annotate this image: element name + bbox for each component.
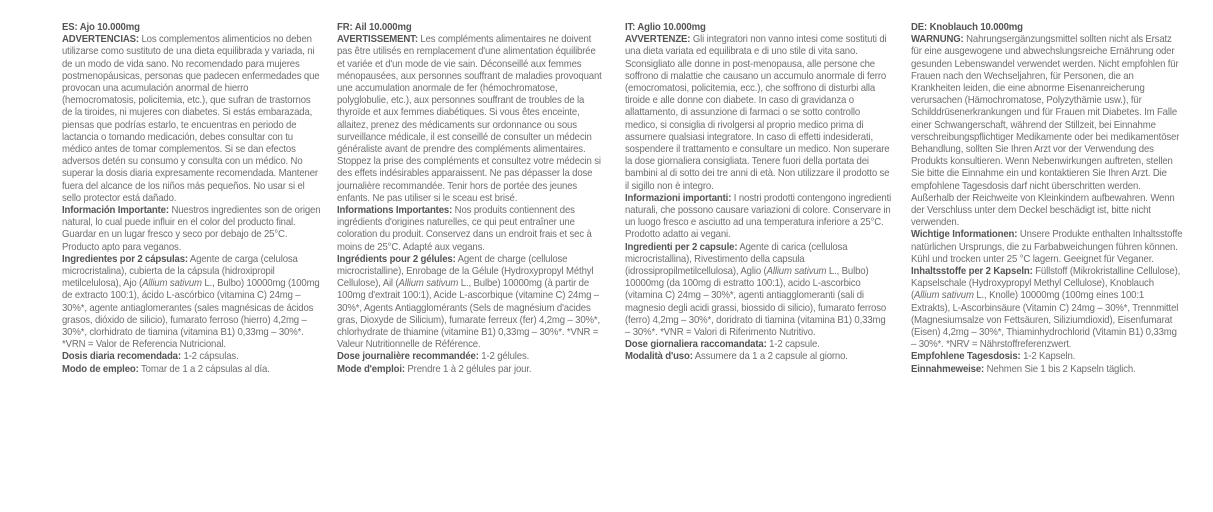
section-text: 1-2 cápsulas.: [180, 351, 239, 363]
section-label: Modo de empleo:: [62, 363, 139, 375]
section-text: Los complementos alimenticios no deben utilizarse como sustituto de una dieta equilibrada y variada, ni de un modo de vida sano. No recomendado para mujeres postmenopáusicas, personas que padecen enfermedades que provocan una acumulación anormal de hierro (hemocromatosis, policitemia, etc.), que sufran de trastornos de la tiroides, ni mujeres con diabetes. Si estás embarazada, piensas que podrías estarlo, te encuentras en periodo de lactancia o tomando medicación, debes consultar con tu médico antes de tomar complementos. Si se dan efectos adversos detén su consumo y consulta con un médico. No superar la dosis diaria expresamente recomendada. Mantener fuera del alcance de los niños más pequeños. No usar si el sello protector está dañado.: [62, 34, 320, 204]
section-text: L., Bulbe) 10000mg (à partir de 100mg d'extrait 100:1), Acide L-ascorbique (vitamine C) 24mg – 30%*, Agents Antiagglomérants (Sels de magnésium d'acides gras, Dioxyde de Silicium), fumarate ferreux (fer) 4,2mg – 30%*, chlorhydrate de thiamine (vitamine B1) 0,33mg – 30%*. *VNR = Valeur Nutritionnelle de Référence.: [336, 278, 601, 351]
section-label: Informazioni importanti:: [624, 192, 731, 204]
latin-name: Allium sativum: [766, 266, 827, 278]
section-label: AVERTISSEMENT:: [336, 34, 418, 46]
section-text: Prendre 1 à 2 gélules par jour.: [404, 363, 532, 375]
section-text: L., Bulbo) 10000mg (da 100mg di estratto 100:1), acido L-ascorbico (vitamina C) 24mg – 30%*, agenti antiagglomeranti (sali di magnesio degli acidi grassi, biossido di silicio), fumarato ferroso (ferro) 4,2mg – 30%*, doridrato di tiamina (vitamina B1) 0,33mg – 30%*. *VNR = Valori di Riferimento Nutritivo.: [624, 266, 886, 339]
section-label: Dose journalière recommandée:: [336, 351, 479, 363]
column-es: [62, 22, 321, 512]
section-paragraph: [337, 205, 605, 254]
section-paragraph: [625, 339, 892, 351]
column-de: [911, 22, 1184, 512]
section-text: Agent de charge (cellulose microcristalline), Enrobage de la Gélule (Hydroxypropyl Méthyl Cellulose), Ail (: [336, 253, 594, 290]
section-text: Assumere da 1 a 2 capsule al giorno.: [692, 351, 848, 363]
section-paragraph: [62, 254, 321, 352]
section-label: Dosis diaria recomendada:: [62, 351, 181, 363]
section-text: Les compléments alimentaires ne doivent pas être utilisés en remplacement d'une alimentation équilibrée et variée et d'un mode de vie sain. Déconseillé aux femmes ménopausées, aux personnes souffrant de maladies provoquant une accumulation anormale de fer (hémochromatose, polyglobulie, etc.), aux personnes souffrant de troubles de la thyroïde et aux femmes diabétiques. Si vous êtes enceinte, allaitez, prenez des médicaments sur ordonnance ou sous surveillance médicale, il est conseillé de consulter un médecin généraliste avant de prendre des compléments alimentaires. Stoppez la prise des compléments et consultez votre médecin si des effets indésirables apparaissent. Ne pas dépasser la dose journalière recommandée. Tenir hors de portée des jeunes enfants. Ne pas utiliser si le sceau est brisé.: [336, 34, 602, 204]
section-text: Füllstoff (Mikrokristalline Cellulose), Kapselschale (Hydroxypropyl Methyl Cellulose), Knoblauch (: [911, 266, 1181, 302]
section-label: Dose giornaliera raccomandata:: [624, 339, 767, 351]
section-label: Empfohlene Tagesdosis:: [911, 351, 1022, 363]
column-fr: [337, 22, 605, 512]
section-text: Unsere Produkte enthalten Inhaltsstoffe natürlichen Ursprungs, die zu Farbabweichungen führen können. Kühl und trocken unter 25 °C lagern. Geeignet für Veganer.: [911, 229, 1183, 265]
section-label: Einnahmeweise:: [911, 363, 985, 375]
column-heading: FR: Ail 10.000mg: [336, 22, 412, 33]
section-paragraph: [911, 34, 1184, 229]
section-paragraph: [625, 193, 892, 242]
column-heading: DE: Knoblauch 10.000mg: [911, 22, 1024, 33]
section-label: Modalità d'uso:: [624, 351, 693, 363]
section-text: Nahrungsergänzungsmittel sollten nicht als Ersatz für eine ausgewogene und abwechslungsreiche Ernährung oder gesunden Lebenswandel verwendet werden. Nicht empfohlen für Frauen nach den Wechseljahren, für Personen, die an Krankheiten leiden, die eine abnorme Eisenanreicherung verursachen (Hämochromatose, Polyzythämie usw.), für Schilddrüsenerkrankungen und für Frauen mit Diabetes. Im Falle einer Schwangerschaft, während der Stillzeit, bei Einnahme verschreibungspflichtiger Medikamente oder bei medikamentöser Behandlung, sollten Sie Ihren Arzt vor der Verwendung des Produkts konsultieren. Wenn Nebenwirkungen auftreten, stellen Sie bitte die Einnahme ein und kontaktieren Sie Ihren Arzt. Die empfohlene Tagesdosis darf nicht überschritten werden. Außerhalb der Reichweite von Kleinkindern aufbewahren. Wenn der Verschluss unter dem Deckel beschädigt ist, bitte nicht verwenden.: [911, 34, 1180, 229]
section-label: Inhaltsstoffe per 2 Kapseln:: [911, 266, 1034, 278]
section-paragraph: [62, 205, 321, 254]
section-paragraph: [62, 34, 321, 205]
section-paragraph: [62, 351, 321, 363]
section-paragraph: [911, 266, 1184, 351]
section-paragraph: [911, 229, 1184, 266]
section-label: Mode d'emploi:: [336, 363, 405, 375]
section-paragraph: [337, 254, 605, 352]
latin-name: Allium sativum: [914, 290, 975, 302]
section-label: Información Importante:: [62, 205, 169, 217]
section-text: Nehmen Sie 1 bis 2 Kapseln täglich.: [984, 363, 1137, 375]
column-heading: ES: Ajo 10.000mg: [62, 22, 140, 33]
section-text: Nuestros ingredientes son de origen natural, lo cual puede influir en el color del producto final. Guardar en un lugar fresco y seco por debajo de 25°C. Producto apto para veganos.: [62, 205, 321, 253]
section-text: Tomar de 1 a 2 cápsulas al día.: [138, 363, 270, 375]
section-label: ADVERTENCIAS:: [62, 34, 139, 46]
latin-name: Allium sativum: [398, 278, 459, 290]
section-text: 1-2 Kapseln.: [1021, 351, 1076, 363]
section-label: WARNUNG:: [911, 34, 965, 46]
section-paragraph: [337, 364, 605, 376]
section-paragraph: [911, 364, 1184, 376]
section-text: Agente di carica (cellulosa microcristallina), Rivestimento della capsula (idrossipropilmetilcellulosa), Aglio (: [624, 241, 848, 278]
column-heading: IT: Aglio 10.000mg: [624, 22, 706, 33]
section-paragraph: [625, 242, 892, 340]
section-text: Gli integratori non vanno intesi come sostituti di una dieta variata ed equilibrata e di uno stile di vita sano. Sconsigliato alle donne in post-menopausa, alle persone che soffrono di malattie che causano un accumulo anormale di ferro (emocromatosi, policitemia, ecc.), che soffrono di disturbi alla tiroide e alle donne con diabete. In caso di gravidanza o allattamento, di assunzione di farmaci o se sotto controllo medico, si consiglia di rivolgersi al proprio medico prima di assumere qualsiasi integratore. In caso di effetti indesiderati, sospendere il trattamento e consultare un medico. Non superare la dose giornaliera consigliata. Tenere fuori della portata dei bambini al di sotto dei tre anni di età. Non utilizzare il prodotto se il sigillo non è integro.: [624, 34, 890, 192]
section-label: AVVERTENZE:: [624, 34, 691, 46]
section-label: Ingredienti per 2 capsule:: [624, 241, 738, 253]
section-paragraph: [625, 351, 892, 363]
section-paragraph: [911, 351, 1184, 363]
section-text: Agente de carga (celulosa microcristalina), cubierta de la cápsula (hidroxipropil metilcelulosa), Ajo (: [62, 253, 298, 290]
section-text: L., Knolle) 10000mg (100mg eines 100:1 Extrakts), L-Ascorbinsäure (Vitamin C) 24mg – 30%*, Trennmittel (Magnesiumsalze von Fettsäuren, Siliziumdioxid), Eisenfumarat (Eisen) 4,2mg – 30%*, Thiaminhydrochlorid (Vitamin B1) 0,33mg – 30%*. *NRV = Nährstoffreferenzwert.: [911, 290, 1179, 351]
section-text: 1-2 capsule.: [766, 339, 820, 351]
section-paragraph: [62, 364, 321, 376]
section-text: 1-2 gélules.: [478, 351, 530, 363]
column-it: [625, 22, 892, 512]
section-paragraph: [625, 34, 892, 193]
section-text: L., Bulbo) 10000mg (100mg de extracto 100:1), ácido L-ascórbico (vitamina C) 24mg – 30%*, agente antiaglomerantes (sales magnésicas de ácidos grasos, dióxido de silicio), fumarato ferroso (hierro) 4,2mg – 30%*, clorhidrato de tiamina (vitamina B1) 0,33mg – 30%*. *VRN = Valor de Referencia Nutricional.: [62, 278, 320, 351]
latin-name: Allium sativum: [142, 278, 202, 290]
section-label: Informations Importantes:: [336, 205, 453, 217]
section-label: Wichtige Informationen:: [911, 229, 1018, 241]
section-label: Ingrédients pour 2 gélules:: [336, 253, 456, 265]
section-paragraph: [337, 351, 605, 363]
section-text: I nostri prodotti contengono ingredienti naturali, che possono causare variazioni di colore. Conservare in un luogo fresco e asciutto ad una temperatura inferiore a 25°C. Prodotto adatto ai vegani.: [624, 192, 891, 241]
section-paragraph: [337, 34, 605, 205]
section-text: Nos produits contiennent des ingrédients d'origines naturelles, ce qui peut entraîner une coloration du produit. Conservez dans un endroit frais et sec à moins de 25°C. Adapté aux vegans.: [336, 205, 592, 253]
section-label: Ingredientes por 2 cápsulas:: [62, 253, 188, 265]
